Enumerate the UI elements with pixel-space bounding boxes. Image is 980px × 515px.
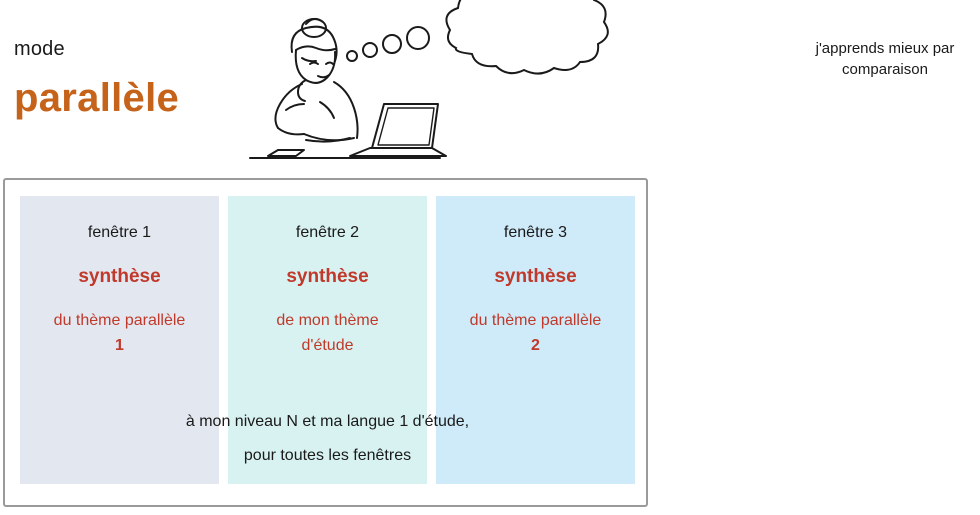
window-subtitle-1: [20, 308, 219, 358]
synthesis-label-2: synthèse: [286, 266, 369, 287]
window-subtitle-3-line1: du thème parallèle: [469, 312, 602, 329]
footer-line-1: à mon niveau N et ma langue 1 d'étude,: [185, 413, 470, 430]
window-label-2: fenêtre 2: [295, 224, 360, 241]
synthesis-label-3: synthèse: [494, 266, 577, 287]
header-area: [0, 0, 955, 175]
page-title: parallèle: [14, 76, 180, 120]
window-subtitle-3: [436, 308, 635, 358]
window-label-1: fenêtre 1: [87, 224, 152, 241]
synthesis-label-1: synthèse: [78, 266, 161, 287]
window-subtitle-1-line2: 1: [115, 337, 124, 354]
window-subtitle-3-line2: 2: [531, 337, 540, 354]
thought-bubble-text: j'apprends mieux par comparaison: [815, 40, 955, 78]
window-subtitle-1-line1: du thème parallèle: [53, 312, 186, 329]
panel-footer: [5, 405, 650, 473]
mode-label: mode: [14, 38, 65, 60]
thought-bubble: [338, 4, 955, 144]
window-subtitle-2-line2: d'étude: [301, 337, 354, 354]
window-subtitle-2: [228, 308, 427, 358]
parallel-mode-panel: [3, 178, 648, 507]
window-label-3: fenêtre 3: [503, 224, 568, 241]
window-subtitle-2-line1: de mon thème: [276, 312, 379, 329]
footer-line-2: pour toutes les fenêtres: [243, 447, 412, 464]
